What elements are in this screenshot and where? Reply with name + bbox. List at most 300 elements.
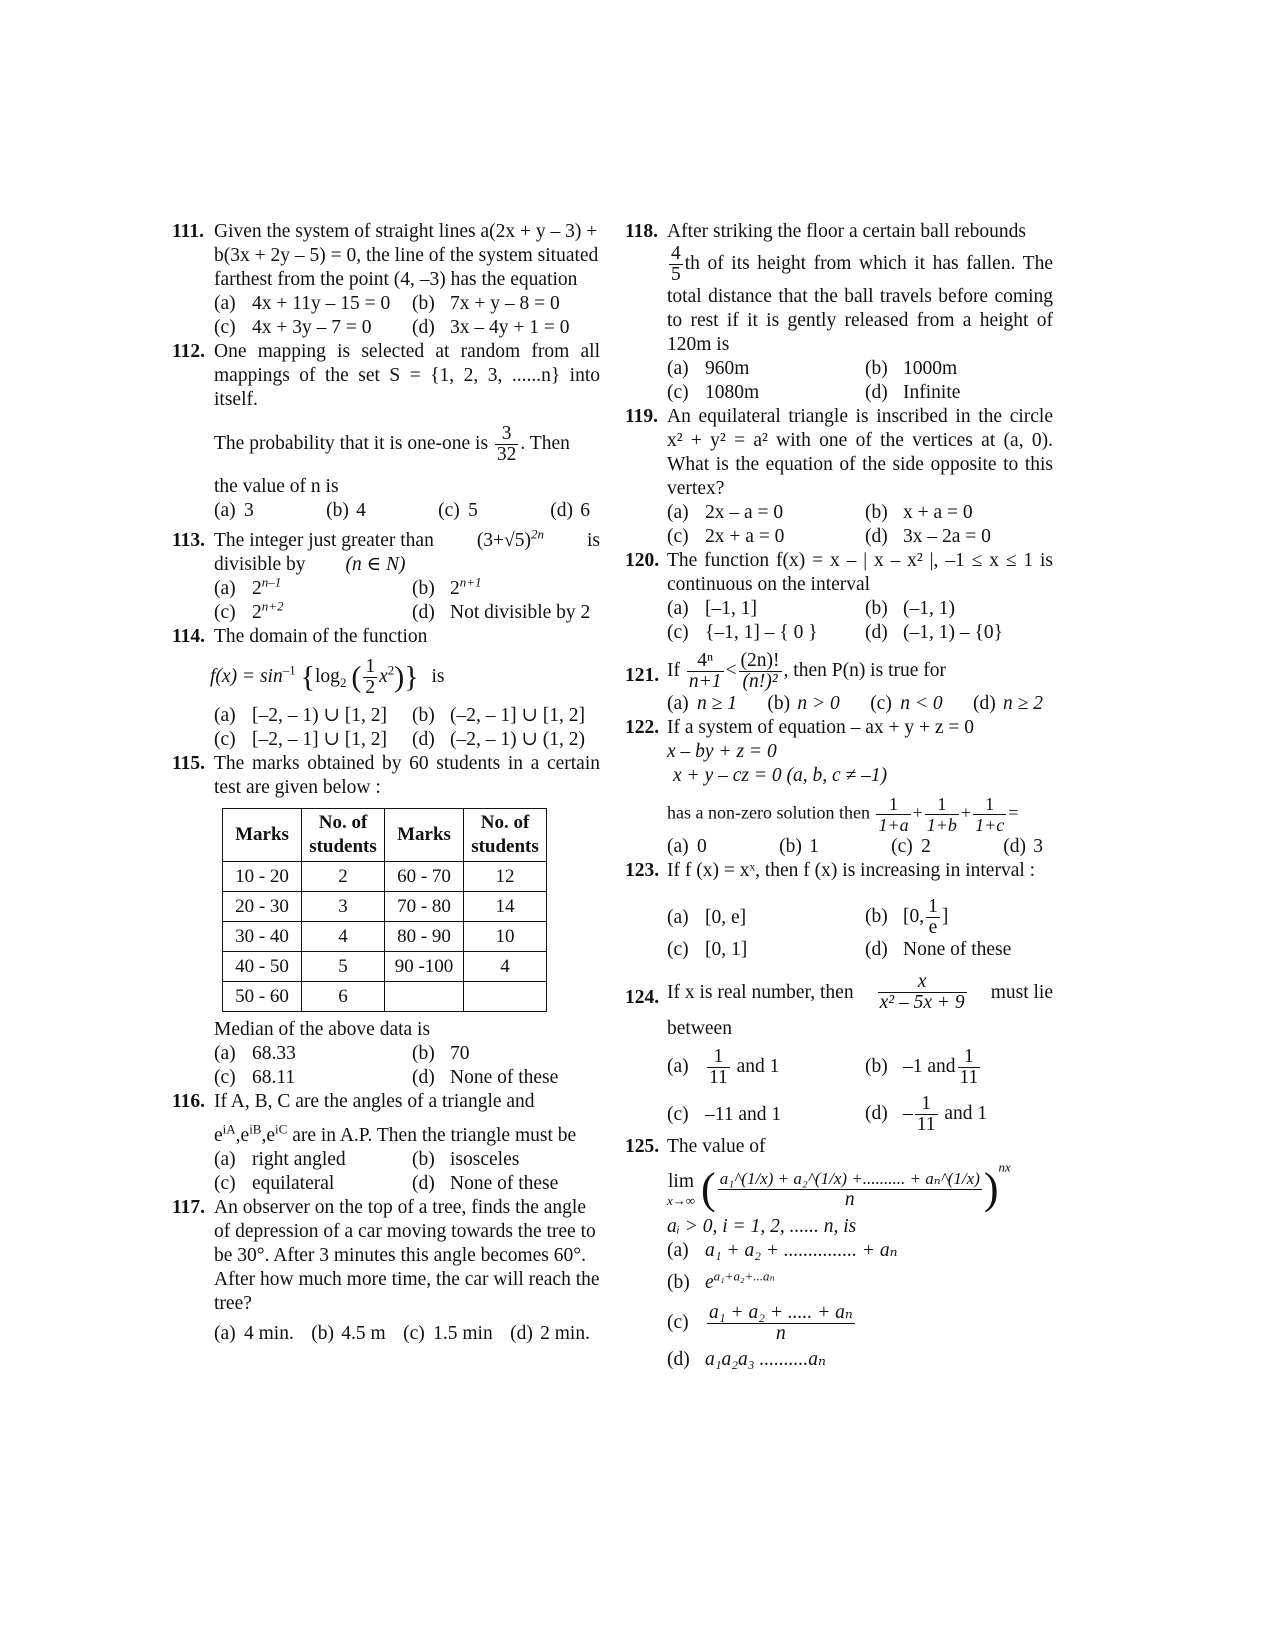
option-text: 1: [809, 836, 819, 857]
option-c[interactable]: [214, 1172, 402, 1196]
option-text: 68.11: [252, 1067, 296, 1088]
question-stem: Given the system of straight lines a(2x + y – 3) + b(3x + 2y – 5) = 0, the line of the system situated farthest from the point (4, –3) has the equation: [214, 221, 599, 290]
option-label: (b): [412, 1043, 435, 1064]
limit-expression: [667, 1159, 1053, 1213]
fraction: [915, 1094, 938, 1135]
fraction: [495, 424, 519, 465]
option-label: (b): [865, 905, 888, 927]
option-d[interactable]: [412, 1172, 600, 1196]
option-c[interactable]: [667, 1303, 1053, 1344]
e-symbol: e: [240, 1125, 250, 1146]
option-label: (b): [865, 598, 888, 619]
option-d[interactable]: [865, 381, 1053, 405]
option-text: n ≥ 2: [1003, 693, 1043, 714]
text: is: [586, 530, 600, 551]
option-d[interactable]: [510, 1322, 590, 1346]
fraction: [876, 794, 910, 835]
text: divisible by: [214, 554, 306, 575]
inverse-exponent: –1: [282, 662, 296, 678]
function-name: f(x) = sin: [210, 665, 283, 687]
equation: x + y – cz = 0 (a, b, c ≠ –1): [673, 765, 888, 786]
text: The probability that it is one-one is: [214, 432, 489, 454]
option-a[interactable]: [214, 1042, 402, 1066]
option-b[interactable]: [667, 1268, 1053, 1295]
option-d[interactable]: [412, 601, 600, 625]
option-label: (c): [667, 526, 689, 547]
condition: aᵢ > 0, i = 1, 2, ...... n, is: [667, 1216, 857, 1237]
options: [667, 835, 1053, 859]
log-text: log: [315, 665, 340, 687]
option-label: (c): [214, 602, 236, 623]
option-c[interactable]: [667, 938, 855, 962]
denominator: 1+b: [926, 815, 957, 835]
option-a[interactable]: [667, 357, 855, 381]
option-label: (a): [667, 1240, 689, 1261]
numerator: 4: [671, 243, 681, 264]
table-row: [223, 982, 547, 1012]
options: [667, 357, 1053, 405]
option-exponent: a₁+a₂+...aₙ: [713, 1268, 775, 1284]
question-stem: If a system of equation – ax + y + z = 0: [667, 717, 975, 738]
option-a[interactable]: [214, 704, 402, 728]
option-text: 3: [1033, 836, 1043, 857]
table-cell: 3: [302, 892, 385, 922]
option-b[interactable]: [412, 704, 600, 728]
option-b[interactable]: [412, 574, 600, 601]
option-label: (d): [412, 1173, 435, 1194]
expression: [476, 526, 544, 553]
option-label: (c): [667, 939, 689, 960]
option-label: (b): [865, 358, 888, 379]
question-stem-cont: [667, 244, 1053, 357]
option-label: (c): [214, 1173, 236, 1194]
table-header: Marks: [223, 809, 302, 862]
left-paren: (: [351, 660, 362, 694]
table-row: [223, 952, 547, 982]
table-cell: 6: [302, 982, 385, 1012]
numerator: 4ⁿ: [687, 651, 724, 672]
option-a[interactable]: [667, 906, 855, 930]
question-124: [625, 972, 1053, 1135]
numerator: 3: [495, 424, 519, 445]
denominator: 1+c: [975, 815, 1005, 835]
option-text: (–2, – 1) ∪ (1, 2): [450, 729, 585, 750]
question-stem: The value of: [667, 1136, 766, 1157]
question-114: [172, 625, 600, 752]
option-label: (c): [870, 693, 892, 714]
fraction: [739, 651, 782, 692]
question-122: [625, 716, 1053, 859]
denominator: x² – 5x + 9: [879, 992, 965, 1013]
option-d[interactable]: [667, 1348, 1053, 1372]
option-b[interactable]: [865, 357, 1053, 381]
question-number: 119.: [625, 406, 659, 427]
option-c[interactable]: [667, 525, 855, 549]
option-d[interactable]: [973, 692, 1043, 716]
option-text: 4x + 11y – 15 = 0: [252, 293, 391, 314]
denominator: (n!)²: [742, 671, 778, 692]
option-d[interactable]: [412, 1066, 600, 1090]
option-label: (a): [667, 906, 689, 928]
question-112: [172, 340, 600, 523]
question-number: 113.: [172, 530, 206, 551]
option-text: 4.5 m: [341, 1323, 386, 1344]
option-d[interactable]: [865, 938, 1053, 962]
option-label: (d): [865, 1102, 888, 1124]
option-label: (a): [667, 598, 689, 619]
marks-table: [222, 808, 547, 1012]
table-cell: 60 - 70: [385, 862, 464, 892]
option-b[interactable]: [412, 292, 600, 316]
question-120: [625, 549, 1053, 645]
question-stem: An observer on the top of a tree, finds the angle of depression of a car moving towards the tree to be 30°. After 3 minutes this angle becomes 60°. After how much more time, the car will reach the tree?: [214, 1197, 600, 1314]
exponent: iA: [222, 1121, 236, 1137]
option-text: 960m: [705, 358, 750, 379]
table-cell: 70 - 80: [385, 892, 464, 922]
option-a[interactable]: [667, 1047, 855, 1088]
option-c[interactable]: [403, 1322, 493, 1346]
option-label: (d): [412, 317, 435, 338]
option-text: a₁ + a₂ + ............... + aₙ: [705, 1240, 898, 1261]
option-text: 4: [356, 500, 366, 521]
option-label: (d): [1003, 836, 1026, 857]
option-label: (a): [667, 502, 689, 523]
table-cell: 10: [464, 922, 547, 952]
question-number: 122.: [625, 717, 660, 738]
option-text: n ≥ 1: [697, 693, 737, 714]
limit-operator: [667, 1170, 695, 1208]
option-text: 6: [580, 500, 590, 521]
option-label: (c): [667, 382, 689, 403]
option-label: (a): [667, 1055, 689, 1077]
options: [214, 574, 600, 625]
option-text: 1080m: [705, 382, 760, 403]
denominator: 11: [959, 1067, 979, 1088]
option-label: (c): [667, 1103, 689, 1125]
question-119: [625, 405, 1053, 549]
option-d[interactable]: [412, 728, 600, 752]
right-paren: ): [394, 660, 405, 694]
text: must lie: [990, 981, 1053, 1003]
denominator: n+1: [688, 671, 722, 692]
option-label: (c): [438, 500, 460, 521]
right-column: [625, 220, 1053, 1372]
option-b[interactable]: [865, 501, 1053, 525]
option-c[interactable]: [214, 598, 402, 625]
table-header-row: [223, 809, 547, 862]
question-number: 120.: [625, 550, 660, 571]
text: th of its height from which it has fallen. The total distance that the ball travels before coming to rest if it is gently released from a height of 120m is: [667, 252, 1053, 355]
table-cell: 20 - 30: [223, 892, 302, 922]
question-number: 117.: [172, 1197, 206, 1218]
option-label: (d): [865, 622, 888, 643]
option-label: (a): [214, 1323, 236, 1344]
equation: x – by + z = 0: [667, 741, 777, 762]
option-text: [–2, – 1) ∪ [1, 2]: [252, 705, 387, 726]
option-exponent: n–1: [261, 574, 282, 590]
text: . Then: [520, 432, 570, 454]
option-text: 3x – 2a = 0: [903, 526, 991, 547]
table-cell: 4: [464, 952, 547, 982]
option-a[interactable]: [667, 597, 855, 621]
option-text: 70: [450, 1043, 470, 1064]
question-number: 124.: [625, 987, 660, 1008]
question-111: [172, 220, 600, 340]
option-c[interactable]: [214, 728, 402, 752]
option-b[interactable]: [311, 1322, 385, 1346]
numerator: a₁ + a₂ + ..... + aₙ: [709, 1302, 853, 1323]
option-c[interactable]: [667, 381, 855, 405]
function-definition: [210, 657, 600, 698]
option-a[interactable]: [667, 692, 737, 716]
option-d[interactable]: [550, 499, 590, 523]
option-text: (–1, 1) – {0}: [903, 622, 1003, 643]
option-text: 1.5 min: [433, 1323, 493, 1344]
option-label: (c): [667, 622, 689, 643]
option-label: (b): [865, 502, 888, 523]
option-a[interactable]: [214, 499, 254, 523]
lim-subscript: x→∞: [667, 1193, 696, 1208]
option-text: None of these: [450, 1067, 559, 1088]
lim-text: lim: [668, 1171, 695, 1192]
question-tail: between: [667, 1018, 732, 1039]
probability-line: [214, 424, 600, 465]
option-text: 2: [252, 578, 262, 599]
denominator: 11: [709, 1067, 728, 1088]
option-text: 3x – 4y + 1 = 0: [450, 317, 570, 338]
log-base: 2: [339, 674, 347, 690]
e-symbol: e: [266, 1125, 276, 1146]
fraction: [926, 897, 940, 938]
option-c[interactable]: [667, 1103, 855, 1127]
table-cell: 50 - 60: [223, 982, 302, 1012]
fraction: [707, 1303, 855, 1344]
options: [667, 501, 1053, 549]
option-b[interactable]: [767, 692, 839, 716]
question-117: [172, 1196, 600, 1346]
numerator: x: [878, 972, 967, 993]
option-text: equilateral: [252, 1173, 335, 1194]
table-cell: 30 - 40: [223, 922, 302, 952]
table-header: No. of students: [464, 809, 547, 862]
text: (n ∈ N): [345, 554, 406, 575]
question-number: 123.: [625, 860, 660, 881]
option-label: (b): [667, 1272, 690, 1293]
option-b[interactable]: [326, 499, 366, 523]
option-text: None of these: [903, 939, 1012, 960]
denominator: 1+a: [878, 815, 909, 835]
option-text: x + a = 0: [903, 502, 973, 523]
option-label: (a): [214, 293, 236, 314]
option-text: (–2, – 1] ∪ [1, 2]: [450, 705, 585, 726]
option-b[interactable]: [865, 897, 1053, 938]
left-brace: {: [300, 660, 316, 694]
table-row: [223, 922, 547, 952]
fraction: [973, 794, 1006, 835]
condition-line: has a non-zero solution then $\frac{1}{1+a}$ + $\frac{1}{1+b}$ + $\frac{1}{1+c}$ =: [667, 794, 1019, 835]
text: is: [431, 665, 445, 687]
option-text: and 1: [736, 1055, 780, 1077]
option-text: 2x + a = 0: [705, 526, 785, 547]
option-label: (c): [214, 1067, 236, 1088]
text: has a non-zero solution then: [667, 802, 870, 823]
option-text: –11 and 1: [705, 1103, 782, 1125]
option-c[interactable]: [214, 316, 402, 340]
option-label: (c): [214, 729, 236, 750]
exponent: 2: [387, 662, 395, 678]
table-cell: 80 - 90: [385, 922, 464, 952]
option-b[interactable]: [412, 1042, 600, 1066]
option-label: (d): [550, 500, 573, 521]
option-text: 2: [921, 836, 931, 857]
option-a[interactable]: [214, 1322, 294, 1346]
option-label: (a): [214, 705, 236, 726]
option-a[interactable]: [667, 1239, 1053, 1263]
table-cell: [464, 982, 547, 1012]
option-label: (d): [510, 1323, 533, 1344]
option-a[interactable]: [214, 574, 402, 601]
option-text: isosceles: [450, 1149, 520, 1170]
options: [214, 1148, 600, 1196]
option-label: (a): [214, 500, 236, 521]
table-cell: 10 - 20: [223, 862, 302, 892]
option-text: Infinite: [903, 382, 961, 403]
option-b[interactable]: [412, 1148, 600, 1172]
option-label: (b): [767, 693, 791, 714]
option-label: (a): [667, 836, 689, 857]
option-text: e: [705, 1272, 714, 1293]
option-label: (d): [865, 526, 888, 547]
question-number: 125.: [625, 1136, 660, 1157]
question-number: 118.: [625, 221, 659, 242]
option-a[interactable]: [214, 1148, 402, 1172]
option-text: [0, e]: [705, 906, 747, 928]
options: [667, 1047, 1053, 1135]
options: [214, 1322, 600, 1346]
denominator: 32: [496, 444, 517, 465]
denominator: 5: [671, 264, 681, 285]
option-label: (a): [667, 358, 689, 379]
option-text: {–1, 1] – { 0 }: [705, 622, 818, 643]
option-label: (a): [214, 578, 236, 599]
option-label: (d): [412, 602, 435, 623]
expression-exponent: 2n: [531, 526, 544, 542]
denominator: 11: [916, 1114, 936, 1135]
question-number: 112.: [172, 341, 206, 362]
fraction: [925, 794, 959, 835]
option-d[interactable]: [865, 621, 1053, 645]
left-paren: (: [701, 1164, 716, 1213]
option-c[interactable]: [214, 1066, 402, 1090]
question-stem: The domain of the function: [214, 626, 428, 647]
option-label: (b): [412, 293, 435, 314]
option-label: (b): [412, 1149, 435, 1170]
option-text: 68.33: [252, 1043, 296, 1064]
option-label: (d): [412, 1067, 435, 1088]
option-text: 4 min.: [244, 1323, 294, 1344]
option-label: (c): [214, 317, 236, 338]
option-text: None of these: [450, 1173, 559, 1194]
options: [214, 1042, 600, 1090]
option-d[interactable]: [412, 316, 600, 340]
option-text: –1 and: [903, 1055, 956, 1077]
option-a[interactable]: [214, 292, 402, 316]
option-d[interactable]: [865, 525, 1053, 549]
question-123: [625, 859, 1053, 962]
options: [667, 897, 1053, 962]
text: , then P(n) is true for: [783, 659, 946, 681]
option-label: (b): [412, 705, 435, 726]
option-b[interactable]: [865, 597, 1053, 621]
option-label: (b): [779, 836, 802, 857]
option-b[interactable]: [865, 1047, 1053, 1088]
numerator: 1: [958, 1047, 981, 1068]
table-cell: 40 - 50: [223, 952, 302, 982]
option-label: (b): [311, 1323, 335, 1344]
option-label: (a): [214, 1149, 236, 1170]
expression-base: (3+√5): [476, 530, 531, 551]
option-label: (c): [403, 1323, 425, 1344]
numerator: 1: [928, 896, 938, 917]
question-118: [625, 220, 1053, 405]
option-c[interactable]: [438, 499, 478, 523]
variable: x: [379, 665, 388, 687]
table-cell: 2: [302, 862, 385, 892]
option-text: and 1: [944, 1102, 988, 1124]
option-label: (b): [326, 500, 349, 521]
option-a[interactable]: [667, 501, 855, 525]
option-text: 7x + y – 8 = 0: [450, 293, 560, 314]
option-label: (d): [973, 693, 996, 714]
option-d[interactable]: [1003, 835, 1043, 859]
numerator: a₁^(1/x) + a₂^(1/x) +.......... + aₙ^(1/x): [719, 1168, 980, 1188]
option-b[interactable]: [779, 835, 819, 859]
fraction: [718, 1169, 982, 1210]
e-symbol: e: [214, 1125, 223, 1146]
option-label: (d): [412, 729, 435, 750]
denominator: n: [844, 1188, 855, 1210]
question-number: 121.: [625, 665, 660, 686]
text: The integer just greater than: [214, 530, 434, 551]
option-text: [–1, 1]: [705, 598, 757, 619]
option-text: 2 min.: [540, 1323, 590, 1344]
option-exponent: n+2: [261, 598, 284, 614]
option-text: n > 0: [797, 693, 840, 714]
question-stem: The function f(x) = x – | x – x² |, –1 ≤ x ≤ 1 is continuous on the interval: [667, 550, 1053, 595]
option-text: 2x – a = 0: [705, 502, 784, 523]
table-cell: 5: [302, 952, 385, 982]
option-c[interactable]: [870, 692, 942, 716]
option-a[interactable]: [667, 835, 707, 859]
question-tail: the value of n is: [214, 476, 339, 497]
option-text: n < 0: [900, 693, 943, 714]
option-label: (b): [412, 578, 435, 599]
left-column: [172, 220, 600, 1346]
question-number: 116.: [172, 1091, 206, 1112]
option-c[interactable]: [667, 621, 855, 645]
table-cell: 14: [464, 892, 547, 922]
table-row: [223, 892, 547, 922]
option-label: (a): [214, 1043, 236, 1064]
exponent: iB: [249, 1121, 262, 1137]
fraction: [669, 244, 683, 285]
numerator: 1: [876, 794, 910, 815]
option-label: (a): [667, 693, 689, 714]
denominator: 2: [365, 677, 376, 698]
option-c[interactable]: [891, 835, 931, 859]
denominator: e: [928, 917, 938, 938]
option-d[interactable]: [865, 1094, 1053, 1135]
